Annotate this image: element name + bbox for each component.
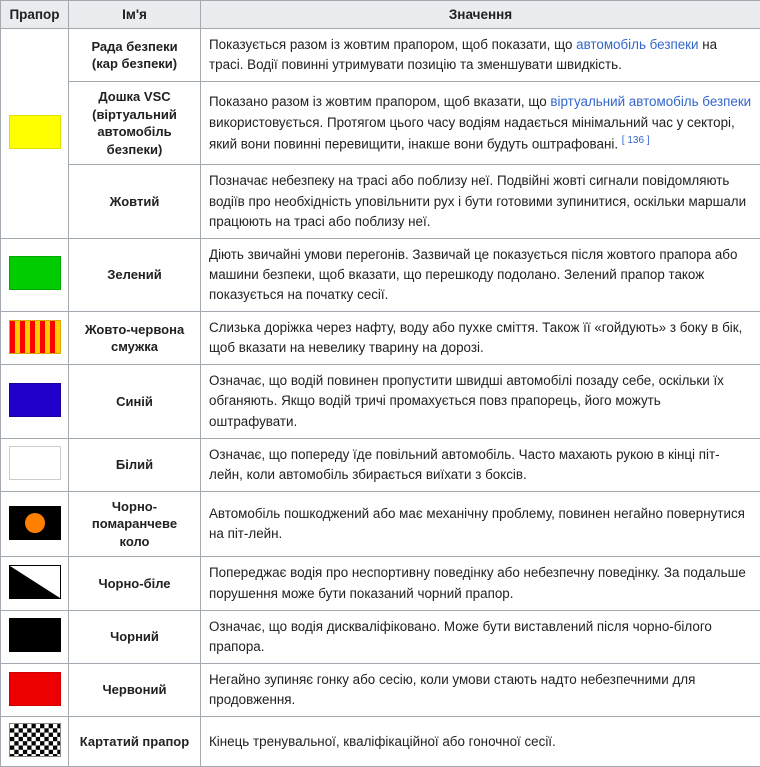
meaning-text: на трасі. Водії повинні утримувати позицію та зменшувати швидкість. xyxy=(209,37,717,72)
flag-name-line: Дошка VSC xyxy=(98,89,170,104)
flag-name-black-white xyxy=(69,557,201,610)
flag-name-black-orange-disc xyxy=(69,491,201,557)
flag-name-line: Червоний xyxy=(103,682,167,697)
flag-meaning-yellow-red-striped: Слизька доріжка через нафту, воду або пухке сміття. Також її «гойдують» з боку в бік, щоб вказати на невелику тварину на дорозі. xyxy=(201,312,760,365)
flag-meaning-white: Означає, що попереду їде повільний автомобіль. Часто махають рукою в кінці піт-лейн, коли автомобіль збирається виїхати з боксів. xyxy=(201,438,760,491)
yellow-flag-icon xyxy=(9,115,61,149)
flag-meaning-red: Негайно зупиняє гонку або сесію, коли умови стають надто небезпечними для продовження. xyxy=(201,663,760,716)
table-row xyxy=(1,717,760,767)
flag-name-line: Синій xyxy=(116,394,153,409)
link-safety-car[interactable]: автомобіль безпеки xyxy=(576,37,698,52)
flag-meaning-safety-car xyxy=(201,29,760,82)
flag-name-green xyxy=(69,238,201,311)
flag-meaning-green: Діють звичайні умови перегонів. Зазвичай це показується після жовтого прапора або машини безпеки, щоб вказати, що перешкоду подолано. Зелений прапор також показується на початку сесії. xyxy=(201,238,760,311)
flag-meaning-black: Означає, що водія дискваліфіковано. Може бути виставлений після чорно-білого прапора. xyxy=(201,610,760,663)
flag-cell-yellow xyxy=(1,29,69,239)
flag-name-line: смужка xyxy=(111,339,158,354)
flag-name-line: автомобіль xyxy=(97,124,171,139)
table-row xyxy=(1,29,760,82)
flag-meaning-yellow: Позначає небезпеку на трасі або поблизу неї. Подвійні жовті сигнали повідомляють водіїв про необхідність уповільнити рух і бути готовими зупинитися, оскільки маршали працюють на трасі або поблизу неї. xyxy=(201,165,760,238)
table-row xyxy=(1,238,760,311)
flag-cell-black xyxy=(1,610,69,663)
flag-name-safety-car xyxy=(69,29,201,82)
link-virtual-safety-car[interactable]: віртуальний автомобіль безпеки xyxy=(550,94,751,109)
reference-marker[interactable] xyxy=(622,135,650,146)
flag-name-yellow xyxy=(69,165,201,238)
flag-name-blue xyxy=(69,365,201,438)
flag-name-yellow-red-striped xyxy=(69,312,201,365)
table-row xyxy=(1,82,760,165)
blue-flag-icon xyxy=(9,383,61,417)
checkered-flag-icon xyxy=(9,723,61,757)
table-row xyxy=(1,557,760,610)
flag-meaning-black-orange-disc: Автомобіль пошкоджений або має механічну проблему, повинен негайно повернутися на піт-лейн. xyxy=(201,491,760,557)
flag-meaning-black-white: Попереджає водія про неспортивну поведінку або небезпечну поведінку. За подальше порушення може бути показаний чорний прапор. xyxy=(201,557,760,610)
flag-name-line: помаранчеве коло xyxy=(92,516,177,549)
flag-name-line: (віртуальний xyxy=(92,107,177,122)
meaning-text: Показується разом із жовтим прапором, щоб показати, що xyxy=(209,37,576,52)
column-header-name: Ім'я xyxy=(69,1,201,29)
table-row xyxy=(1,438,760,491)
green-flag-icon xyxy=(9,256,61,290)
flag-cell-white xyxy=(1,438,69,491)
flag-cell-black-white xyxy=(1,557,69,610)
meaning-text: використовується. Протягом цього часу водіям надається мінімальний час у секторі, який вони повинні перевищити, інакше вони будуть оштрафовані. xyxy=(209,115,735,152)
table-row xyxy=(1,365,760,438)
flag-name-line: Чорно- xyxy=(112,499,157,514)
table-header-row xyxy=(1,1,760,29)
meaning-text: Показано разом із жовтим прапором, щоб вказати, що xyxy=(209,94,550,109)
flag-name-line: Жовтий xyxy=(110,194,160,209)
flag-cell-green xyxy=(1,238,69,311)
column-header-meaning: Значення xyxy=(201,1,760,29)
black-flag-icon xyxy=(9,618,61,652)
flag-cell-black-orange-disc xyxy=(1,491,69,557)
column-header-flag: Прапор xyxy=(1,1,69,29)
flag-name-line: Рада безпеки xyxy=(91,39,177,54)
black-and-white-flag-icon xyxy=(9,565,61,599)
flag-meaning-checkered: Кінець тренувальної, кваліфікаційної або гоночної сесії. xyxy=(201,717,760,767)
table-row xyxy=(1,663,760,716)
flag-name-line: Чорний xyxy=(110,629,159,644)
flag-name-line: безпеки) xyxy=(107,142,163,157)
flag-cell-yellow-red-striped xyxy=(1,312,69,365)
red-flag-icon xyxy=(9,672,61,706)
flag-meaning-blue: Означає, що водій повинен пропустити швидші автомобілі позаду себе, оскільки їх обганяють. Якщо водій тричі промахується повз прапорець, його можуть оштрафувати. xyxy=(201,365,760,438)
flag-name-checkered xyxy=(69,717,201,767)
flag-name-line: Жовто-червона xyxy=(85,322,184,337)
flag-name-white xyxy=(69,438,201,491)
flag-name-line: (кар безпеки) xyxy=(92,56,177,71)
table-row xyxy=(1,491,760,557)
table-row xyxy=(1,165,760,238)
flag-name-black xyxy=(69,610,201,663)
flag-name-red xyxy=(69,663,201,716)
white-flag-icon xyxy=(9,446,61,480)
flag-name-line: Білий xyxy=(116,457,153,472)
flag-meaning-vsc xyxy=(201,82,760,165)
black-orange-disc-flag-icon xyxy=(9,506,61,540)
flag-name-line: Зелений xyxy=(107,267,162,282)
flag-name-line: Чорно-біле xyxy=(98,576,170,591)
table-row xyxy=(1,312,760,365)
flag-cell-checkered xyxy=(1,717,69,767)
flag-cell-blue xyxy=(1,365,69,438)
table-row xyxy=(1,610,760,663)
flag-name-line: Картатий прапор xyxy=(80,734,189,749)
reference-link[interactable]: [ 136 ] xyxy=(622,135,650,146)
yellow-red-striped-flag-icon xyxy=(9,320,61,354)
flag-name-vsc xyxy=(69,82,201,165)
flag-cell-red xyxy=(1,663,69,716)
